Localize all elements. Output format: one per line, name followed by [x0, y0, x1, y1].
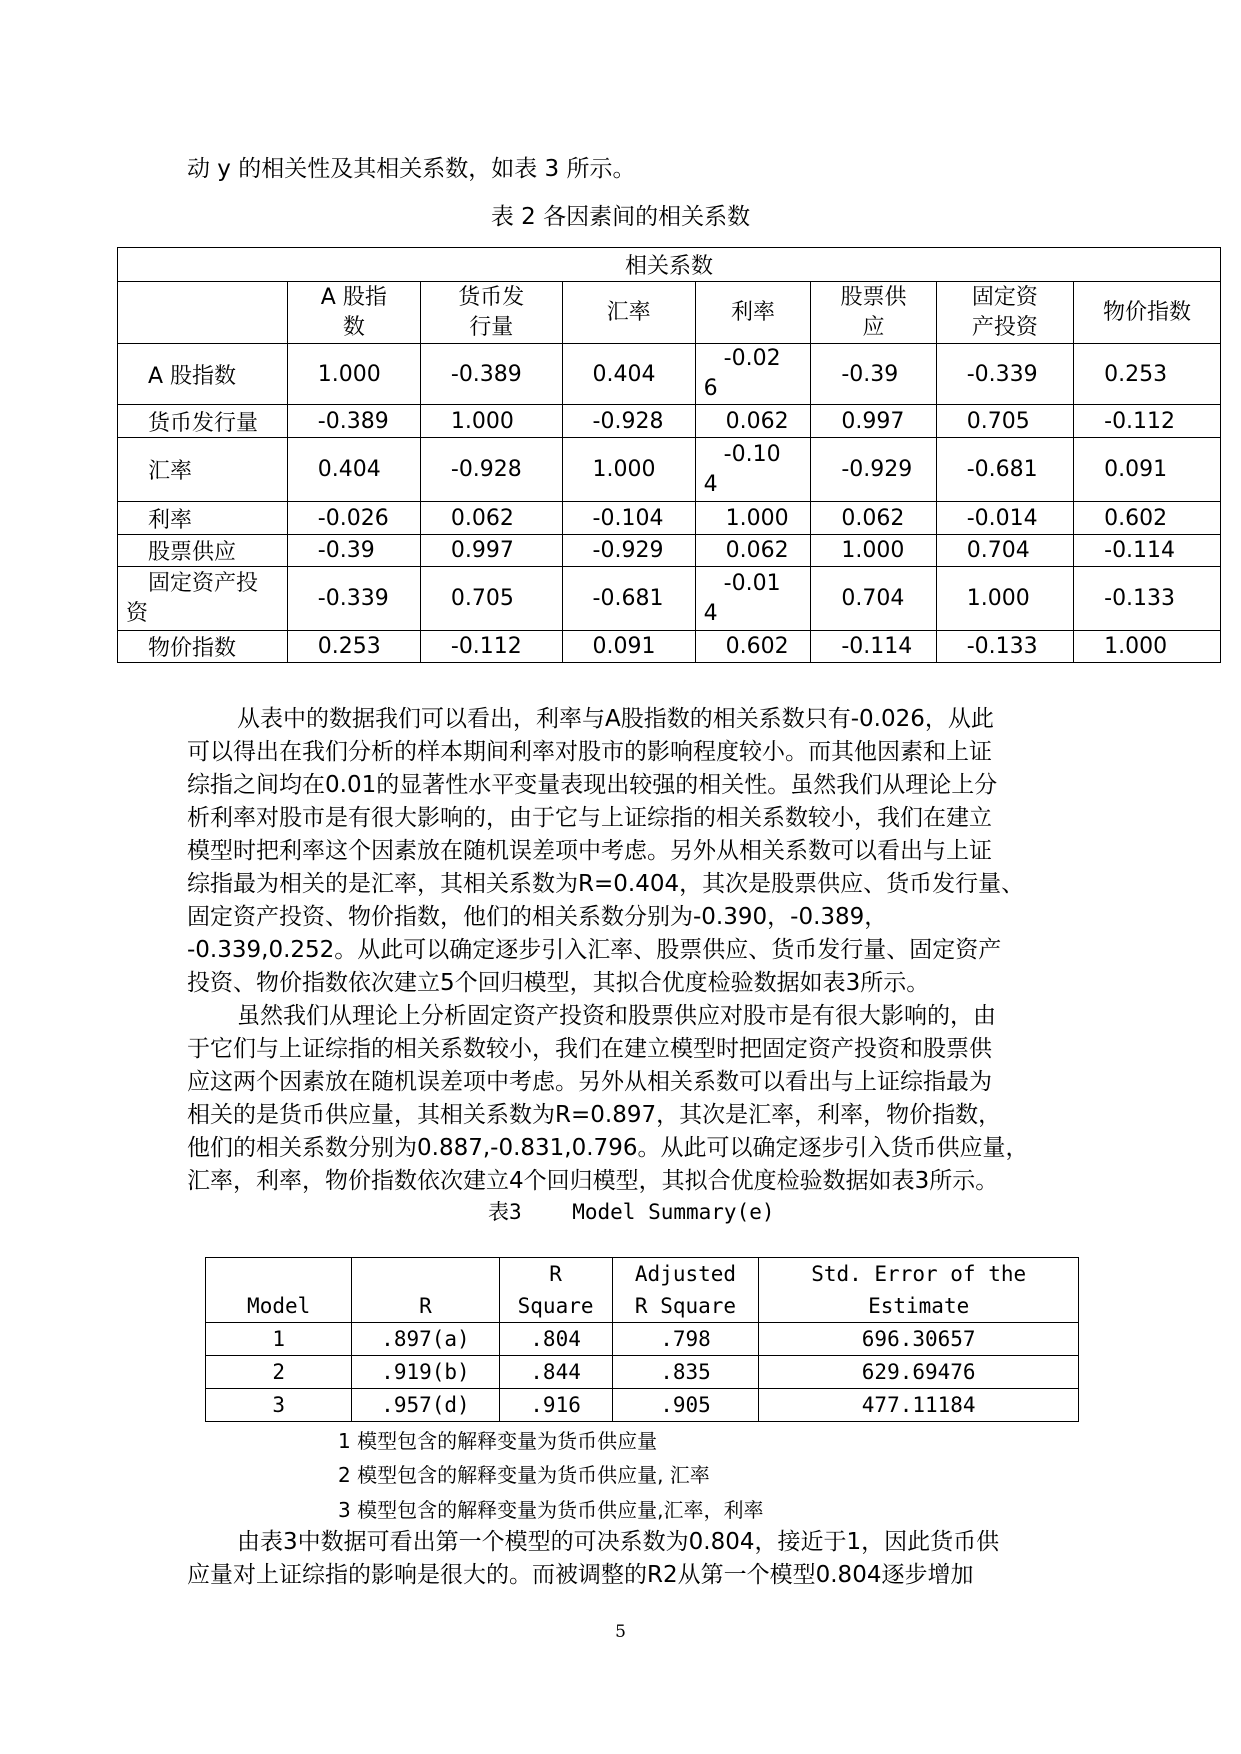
table-row: [206, 1356, 1079, 1389]
row-label: 货币发行量: [118, 405, 288, 438]
table-cell: 1.000: [936, 567, 1073, 631]
table-cell: .804: [499, 1323, 612, 1356]
table-row: [118, 567, 1221, 631]
table-cell: -0.114: [1074, 535, 1221, 567]
table-cell: -0.114: [811, 631, 936, 663]
table-cell: 629.69476: [759, 1356, 1079, 1389]
col-header: 物价指数: [1074, 282, 1221, 344]
table-cell: .798: [612, 1323, 759, 1356]
table-cell: 0.253: [1074, 344, 1221, 405]
table-cell: -0.681: [562, 567, 695, 631]
table-cell: 0.704: [936, 535, 1073, 567]
table-cell: 0.997: [811, 405, 936, 438]
table-cell: 0.705: [936, 405, 1073, 438]
paragraph-line: 应这两个因素放在随机误差项中考虑。另外从相关系数可以看出与上证综指最为: [187, 1069, 992, 1095]
table-cell: 0.404: [287, 438, 420, 502]
paragraph-line: 于它们与上证综指的相关系数较小，我们在建立模型时把固定资产投资和股票供: [187, 1036, 992, 1062]
model-summary-table: [205, 1257, 1079, 1422]
table-cell: -0.39: [287, 535, 420, 567]
paragraph-line: 由表3中数据可看出第一个模型的可决系数为0.804，接近于1，因此货币供: [237, 1529, 1000, 1555]
table-cell: 0.062: [695, 405, 811, 438]
table3-note: 2 模型包含的解释变量为货币供应量, 汇率: [338, 1463, 710, 1487]
table-cell: .957(d): [352, 1389, 499, 1422]
table-cell: -0.112: [420, 631, 562, 663]
table2-caption: 表 2 各因素间的相关系数: [490, 204, 751, 230]
table-cell: .844: [499, 1356, 612, 1389]
paragraph-line: -0.339,0.252。从此可以确定逐步引入汇率、股票供应、货币发行量、固定资产: [187, 937, 1002, 963]
table-row: [118, 535, 1221, 567]
row-label: 固定资产投 资: [118, 567, 288, 631]
col-header: 汇率: [562, 282, 695, 344]
table-cell: 0.062: [695, 535, 811, 567]
table-row: [206, 1323, 1079, 1356]
table-cell: 0.091: [562, 631, 695, 663]
paragraph-line: 相关的是货币供应量，其相关系数为R=0.897，其次是汇率，利率，物价指数，: [187, 1102, 1002, 1128]
row-label: 股票供应: [118, 535, 288, 567]
table-cell: -0.02 6: [695, 344, 811, 405]
paragraph-line: 投资、物价指数依次建立5个回归模型，其拟合优度检验数据如表3所示。: [187, 970, 930, 996]
paragraph-1: [187, 703, 1047, 1000]
table-cell: 1.000: [811, 535, 936, 567]
correlation-table: [117, 247, 1221, 663]
header-corner: [118, 282, 288, 344]
table-cell: 0.091: [1074, 438, 1221, 502]
table-row: [118, 438, 1221, 502]
col-header: A 股指 数: [287, 282, 420, 344]
table3-caption: 表3 Model Summary(e): [488, 1200, 775, 1224]
table-cell: -0.928: [562, 405, 695, 438]
table-cell: -0.389: [420, 344, 562, 405]
table-row: [206, 1389, 1079, 1422]
table-cell: .897(a): [352, 1323, 499, 1356]
table-cell: 0.062: [811, 502, 936, 535]
table-row: [118, 631, 1221, 663]
table-cell: 696.30657: [759, 1323, 1079, 1356]
table-row: [118, 405, 1221, 438]
table-cell: .905: [612, 1389, 759, 1422]
table-cell: -0.133: [936, 631, 1073, 663]
col-header: Adjusted R Square: [612, 1258, 759, 1323]
table-cell: -0.928: [420, 438, 562, 502]
paragraph-line: 从表中的数据我们可以看出，利率与A股指数的相关系数只有-0.026，从此: [237, 706, 994, 732]
col-header: 股票供 应: [811, 282, 936, 344]
col-header: R Square: [499, 1258, 612, 1323]
paragraph-line: 综指之间均在0.01的显著性水平变量表现出较强的相关性。虽然我们从理论上分: [187, 772, 998, 798]
col-header: 利率: [695, 282, 811, 344]
table-cell: 0.602: [695, 631, 811, 663]
paragraph-line: 可以得出在我们分析的样本期间利率对股市的影响程度较小。而其他因素和上证: [187, 739, 992, 765]
table-cell: 0.602: [1074, 502, 1221, 535]
paragraph-line: 综指最为相关的是汇率，其相关系数为R=0.404，其次是股票供应、货币发行量、: [187, 871, 1025, 897]
table-cell: 0.997: [420, 535, 562, 567]
table-cell: -0.389: [287, 405, 420, 438]
table-cell: -0.026: [287, 502, 420, 535]
paragraph-line: 固定资产投资、物价指数，他们的相关系数分别为-0.390，-0.389，: [187, 904, 888, 930]
table3-note: 1 模型包含的解释变量为货币供应量: [338, 1429, 658, 1453]
summary-header-row: [206, 1258, 1079, 1323]
table-cell: -0.104: [562, 502, 695, 535]
col-header: Std. Error of the Estimate: [759, 1258, 1079, 1323]
table-cell: 1.000: [562, 438, 695, 502]
col-header: 货币发 行量: [420, 282, 562, 344]
table-cell: -0.339: [936, 344, 1073, 405]
table-row: [118, 344, 1221, 405]
col-header: R: [352, 1258, 499, 1323]
row-label: 利率: [118, 502, 288, 535]
table-cell: -0.112: [1074, 405, 1221, 438]
table-cell: -0.014: [936, 502, 1073, 535]
table-cell: 1.000: [420, 405, 562, 438]
correlation-header-row: [118, 282, 1221, 344]
table-cell: 1.000: [287, 344, 420, 405]
table3-note: 3 模型包含的解释变量为货币供应量,汇率，利率: [338, 1498, 764, 1522]
table-cell: 1.000: [695, 502, 811, 535]
row-label: A 股指数: [118, 344, 288, 405]
table-cell: -0.339: [287, 567, 420, 631]
table-cell: 1.000: [1074, 631, 1221, 663]
table-cell: 3: [206, 1389, 352, 1422]
table-cell: -0.681: [936, 438, 1073, 502]
correlation-table-title: 相关系数: [118, 248, 1221, 282]
row-label: 汇率: [118, 438, 288, 502]
paragraph-line: 应量对上证综指的影响是很大的。而被调整的R2从第一个模型0.804逐步增加: [187, 1562, 974, 1588]
table-cell: -0.133: [1074, 567, 1221, 631]
paragraph-line: 汇率，利率，物价指数依次建立4个回归模型，其拟合优度检验数据如表3所示。: [187, 1168, 999, 1194]
paragraph-line: 析利率对股市是有很大影响的，由于它与上证综指的相关系数较小，我们在建立: [187, 805, 992, 831]
table-cell: -0.39: [811, 344, 936, 405]
table-cell: 0.704: [811, 567, 936, 631]
table-cell: 0.705: [420, 567, 562, 631]
table-cell: -0.929: [562, 535, 695, 567]
paragraph-line: 他们的相关系数分别为0.887,-0.831,0.796。从此可以确定逐步引入货币供应量，: [187, 1135, 1029, 1161]
table-cell: -0.929: [811, 438, 936, 502]
table-cell: -0.01 4: [695, 567, 811, 631]
table-cell: -0.10 4: [695, 438, 811, 502]
table-cell: 0.253: [287, 631, 420, 663]
page-number: 5: [615, 1622, 626, 1642]
table-row: [118, 502, 1221, 535]
paragraph-line: 模型时把利率这个因素放在随机误差项中考虑。另外从相关系数可以看出与上证: [187, 838, 992, 864]
paragraph-line: 虽然我们从理论上分析固定资产投资和股票供应对股市是有很大影响的，由: [237, 1003, 996, 1029]
row-label: 物价指数: [118, 631, 288, 663]
table-cell: 2: [206, 1356, 352, 1389]
table-cell: .835: [612, 1356, 759, 1389]
col-header: 固定资 产投资: [936, 282, 1073, 344]
col-header: Model: [206, 1258, 352, 1323]
table-cell: 0.404: [562, 344, 695, 405]
table-cell: .916: [499, 1389, 612, 1422]
table-cell: .919(b): [352, 1356, 499, 1389]
table-cell: 0.062: [420, 502, 562, 535]
paragraph-3: [187, 1526, 1047, 1592]
table-cell: 1: [206, 1323, 352, 1356]
paragraph-2: [187, 1000, 1047, 1198]
table-cell: 477.11184: [759, 1389, 1079, 1422]
intro-line: 动 y 的相关性及其相关系数，如表 3 所示。: [187, 156, 636, 182]
